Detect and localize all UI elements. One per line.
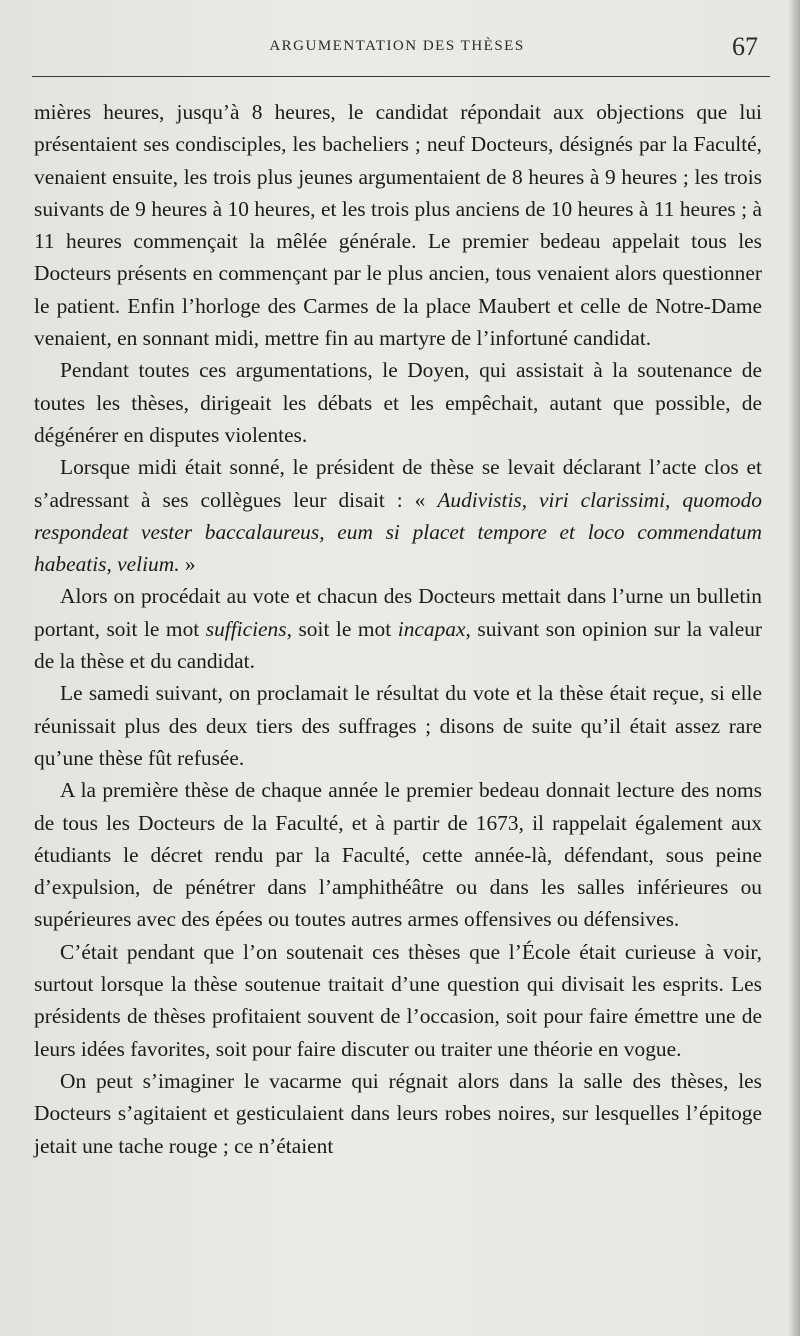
- italic-run: sufficiens: [205, 616, 287, 641]
- text-run: Alors on procédait au vote et chacun des Docteurs mettait dans l’urne un bulletin portant, soit le mot: [34, 584, 762, 641]
- paragraph: [34, 96, 762, 354]
- paragraph: [34, 1065, 762, 1162]
- italic-run: Audivistis, viri clarissimi, quomodo respondeat vester baccalaureus, eum si placet tempore et loco commendatum habeatis, velium.: [34, 487, 762, 577]
- running-head: [32, 30, 762, 70]
- body-text: [34, 96, 762, 1162]
- italic-run: incapax: [397, 616, 466, 641]
- page-number: 67: [732, 32, 758, 61]
- page-edge-shadow: [788, 0, 800, 1336]
- paragraph: [34, 774, 762, 935]
- text-run: mières heures, jusqu’à 8 heures, le candidat répondait aux objections que lui présentaient ses condisciples, les bacheliers ; neuf Docteurs, désignés par la Faculté, venaient ensuite, les trois plus jeunes argumentaient de 8 heures à 9 heures ; les trois suivants de 9 heures à 10 heures, et les trois plus anciens de 10 heures à 11 heures ; à 11 heures commençait la mêlée générale. Le premier bedeau appelait tous les Docteurs présents en commençant par le plus ancien, tous venaient alors questionner le patient. Enfin l’horloge des Carmes de la place Maubert et celle de Notre-Dame venaient, en sonnant midi, mettre fin au martyre de l’infortuné candidat.: [34, 100, 762, 351]
- paragraph: [34, 936, 762, 1065]
- text-run: , suivant son opinion sur la valeur de la thèse et du candidat.: [34, 616, 763, 674]
- text-run: Le samedi suivant, on proclamait le résultat du vote et la thèse était reçue, si elle réunissait plus des deux tiers des suffrages ; disons de suite qu’il était assez rare qu’une thèse fût refusée.: [34, 681, 762, 770]
- text-run: On peut s’imaginer le vacarme qui régnait alors dans la salle des thèses, les Docteurs s’agitaient et gesticulaient dans leurs robes noires, sur lesquelles l’épitoge jetait une tache rouge ; ce n’étaient: [34, 1068, 762, 1158]
- paragraph: [34, 354, 762, 451]
- text-run: C’était pendant que l’on soutenait ces thèses que l’École était curieuse à voir, surtout lorsque la thèse soutenue traitait d’une question qui divisait les esprits. Les présidents de thèses profitaient souvent de l’occasion, soit pour faire émettre une de leurs idées favorites, soit pour faire discuter ou traiter une théorie en vogue.: [34, 939, 762, 1061]
- paragraph: [34, 580, 762, 677]
- text-run: Lorsque midi était sonné, le président de thèse se levait déclarant l’acte clos et s’adressant à ses collègues leur disait : «: [34, 455, 762, 512]
- running-title: ARGUMENTATION DES THÈSES: [269, 38, 525, 54]
- text-run: »: [179, 552, 196, 577]
- header-rule: [32, 76, 770, 77]
- text-run: A la première thèse de chaque année le premier bedeau donnait lecture des noms de tous les Docteurs de la Faculté, et à partir de 1673, il rappelait également aux étudiants le décret rendu par la Faculté, cette année-là, défendant, sous peine d’expulsion, de pénétrer dans l’amphithéâtre ou dans les salles inférieures ou supérieures avec des épées ou toutes autres armes offensives ou défensives.: [34, 778, 762, 932]
- paragraph: [34, 451, 762, 580]
- text-run: , soit le mot: [286, 616, 398, 641]
- text-run: Pendant toutes ces argumentations, le Doyen, qui assistait à la soutenance de toutes les thèses, dirigeait les débats et les empêchait, autant que possible, de dégénérer en disputes violentes.: [34, 358, 762, 447]
- paragraph: [34, 677, 762, 774]
